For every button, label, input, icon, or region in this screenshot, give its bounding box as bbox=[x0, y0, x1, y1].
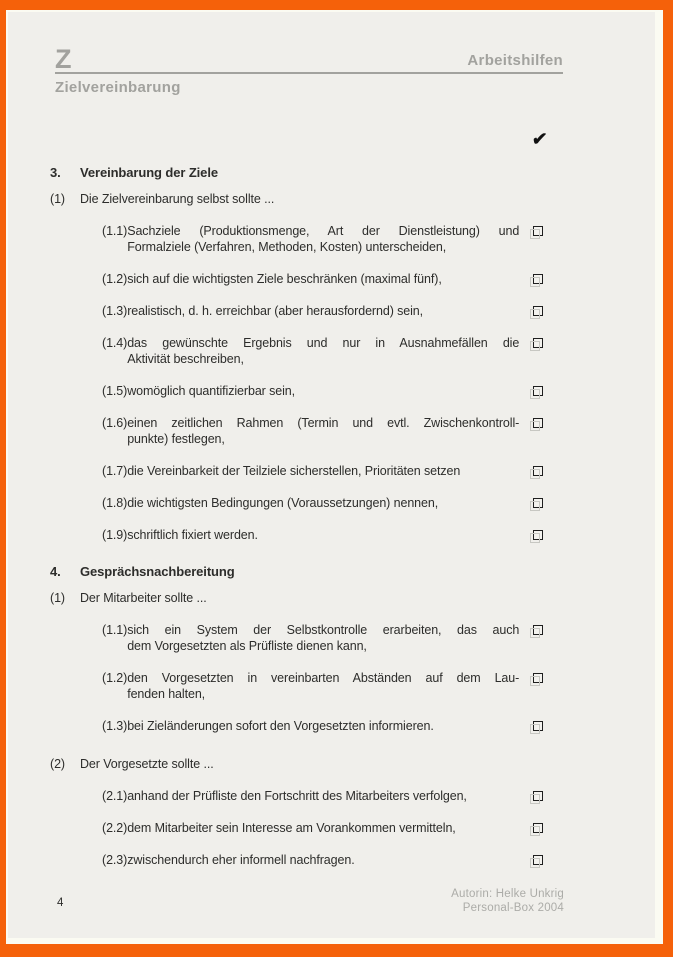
item-text bbox=[127, 670, 519, 702]
group-intro: Die Zielvereinbarung selbst sollte ... bbox=[80, 192, 275, 206]
page-frame bbox=[6, 10, 663, 944]
checklist-item bbox=[102, 622, 564, 654]
item-number: (2.2) bbox=[102, 821, 128, 835]
checklist-item bbox=[102, 383, 564, 399]
item-number: (1.6) bbox=[102, 416, 128, 430]
checkbox-icon bbox=[533, 338, 543, 348]
checklist-item bbox=[102, 820, 564, 836]
item-group bbox=[50, 191, 564, 543]
item-number: (1.9) bbox=[102, 528, 128, 542]
checkbox-icon bbox=[533, 673, 543, 683]
group-number: (1) bbox=[50, 192, 65, 206]
checkbox-icon bbox=[533, 466, 543, 476]
checkbox-icon bbox=[533, 823, 543, 833]
footer-author: Autorin: Helke Unkrig bbox=[451, 888, 564, 900]
checklist-item bbox=[102, 415, 564, 447]
checklist-item bbox=[102, 335, 564, 367]
section bbox=[50, 564, 564, 868]
item-text-line: realistisch, d. h. erreichbar (aber herausfordernd) sein, bbox=[127, 304, 424, 318]
checkbox-icon bbox=[533, 791, 543, 801]
section-number: 4. bbox=[50, 564, 61, 579]
item-text bbox=[127, 852, 519, 868]
checklist-item bbox=[102, 788, 564, 804]
item-text-line: schriftlich fixiert werden. bbox=[127, 528, 258, 542]
item-text-line: die wichtigsten Bedingungen (Voraussetzungen) nennen, bbox=[127, 496, 439, 510]
logo-letter: Z bbox=[55, 44, 73, 74]
checkbox-icon bbox=[533, 418, 543, 428]
item-number: (1.2) bbox=[102, 671, 128, 685]
page-header bbox=[55, 46, 563, 74]
checkbox-icon bbox=[533, 226, 543, 236]
item-number: (2.3) bbox=[102, 853, 128, 867]
item-text bbox=[127, 303, 519, 319]
item-text-line: Formalziele (Verfahren, Methoden, Kosten) unterscheiden, bbox=[127, 240, 447, 254]
item-text bbox=[127, 223, 519, 255]
item-text-line: dem Mitarbeiter sein Interesse am Vorankommen vermitteln, bbox=[127, 821, 456, 835]
group-intro: Der Vorgesetzte sollte ... bbox=[80, 757, 214, 771]
checkbox-icon bbox=[533, 625, 543, 635]
item-text-line: das gewünschte Ergebnis und nur in Ausnahmefällen die bbox=[127, 336, 520, 350]
item-number: (1.8) bbox=[102, 496, 128, 510]
item-text-line: dem Vorgesetzten als Prüfliste dienen kann, bbox=[127, 639, 367, 653]
section-title: Vereinbarung der Ziele bbox=[80, 165, 218, 180]
item-text-line: punkte) festlegen, bbox=[127, 432, 225, 446]
group-intro: Der Mitarbeiter sollte ... bbox=[80, 591, 207, 605]
checkbox-icon bbox=[533, 855, 543, 865]
header-category: Arbeitshilfen bbox=[467, 52, 563, 69]
item-text-line: sich ein System der Selbstkontrolle erarbeiten, das auch bbox=[127, 623, 520, 637]
item-number: (1.3) bbox=[102, 719, 128, 733]
item-text bbox=[127, 415, 519, 447]
section-title: Gesprächsnachbereitung bbox=[80, 564, 235, 579]
checkmark-icon: ✔ bbox=[531, 129, 549, 149]
item-number: (1.2) bbox=[102, 272, 128, 286]
item-number: (2.1) bbox=[102, 789, 128, 803]
item-text bbox=[127, 718, 519, 734]
item-text bbox=[127, 527, 519, 543]
document-page bbox=[8, 12, 655, 938]
item-number: (1.1) bbox=[102, 224, 128, 238]
item-number: (1.5) bbox=[102, 384, 128, 398]
item-text-line: die Vereinbarkeit der Teilziele sicherstellen, Prioritäten setzen bbox=[127, 464, 461, 478]
checkbox-icon bbox=[533, 530, 543, 540]
item-text-line: bei Zieländerungen sofort den Vorgesetzten informieren. bbox=[127, 719, 434, 733]
group-number: (2) bbox=[50, 757, 65, 771]
item-text bbox=[127, 622, 519, 654]
item-list bbox=[50, 622, 564, 734]
checklist-item bbox=[102, 718, 564, 734]
page-footer bbox=[50, 887, 564, 915]
item-text-line: zwischendurch eher informell nachfragen. bbox=[127, 853, 355, 867]
item-number: (1.4) bbox=[102, 336, 128, 350]
page-number: 4 bbox=[57, 897, 64, 909]
item-text-line: anhand der Prüfliste den Fortschritt des Mitarbeiters verfolgen, bbox=[127, 789, 467, 803]
checkbox-icon bbox=[533, 498, 543, 508]
item-text bbox=[127, 463, 519, 479]
item-number: (1.1) bbox=[102, 623, 128, 637]
item-text-line: Sachziele (Produktionsmenge, Art der Dienstleistung) und bbox=[127, 224, 520, 238]
section bbox=[50, 165, 564, 543]
item-text bbox=[127, 271, 519, 287]
checklist-item bbox=[102, 852, 564, 868]
page-title: Zielvereinbarung bbox=[55, 79, 181, 96]
item-number: (1.7) bbox=[102, 464, 128, 478]
item-text-line: Aktivität beschreiben, bbox=[127, 352, 244, 366]
item-text-line: einen zeitlichen Rahmen (Termin und evtl. Zwischenkontroll- bbox=[127, 416, 520, 430]
item-list bbox=[50, 788, 564, 868]
item-text-line: sich auf die wichtigsten Ziele beschränken (maximal fünf), bbox=[127, 272, 442, 286]
checklist bbox=[50, 165, 564, 915]
item-group bbox=[50, 756, 564, 868]
item-text bbox=[127, 495, 519, 511]
checkbox-icon bbox=[533, 306, 543, 316]
item-text-line: fenden halten, bbox=[127, 687, 206, 701]
checklist-item bbox=[102, 495, 564, 511]
checklist-item bbox=[102, 670, 564, 702]
item-list bbox=[50, 223, 564, 543]
checkbox-icon bbox=[533, 274, 543, 284]
footer-source: Personal-Box 2004 bbox=[462, 902, 564, 914]
item-text-line: womöglich quantifizierbar sein, bbox=[127, 384, 296, 398]
item-text bbox=[127, 335, 519, 367]
item-text bbox=[127, 383, 519, 399]
item-group bbox=[50, 590, 564, 734]
checkbox-icon bbox=[533, 386, 543, 396]
checklist-item bbox=[102, 271, 564, 287]
item-text bbox=[127, 820, 519, 836]
checklist-item bbox=[102, 223, 564, 255]
checklist-item bbox=[102, 527, 564, 543]
item-text bbox=[127, 788, 519, 804]
item-text-line: den Vorgesetzten in vereinbarten Abständen auf dem Lau- bbox=[127, 671, 520, 685]
checkbox-icon bbox=[533, 721, 543, 731]
checklist-item bbox=[102, 303, 564, 319]
checklist-item bbox=[102, 463, 564, 479]
item-number: (1.3) bbox=[102, 304, 128, 318]
section-number: 3. bbox=[50, 165, 61, 180]
group-number: (1) bbox=[50, 591, 65, 605]
